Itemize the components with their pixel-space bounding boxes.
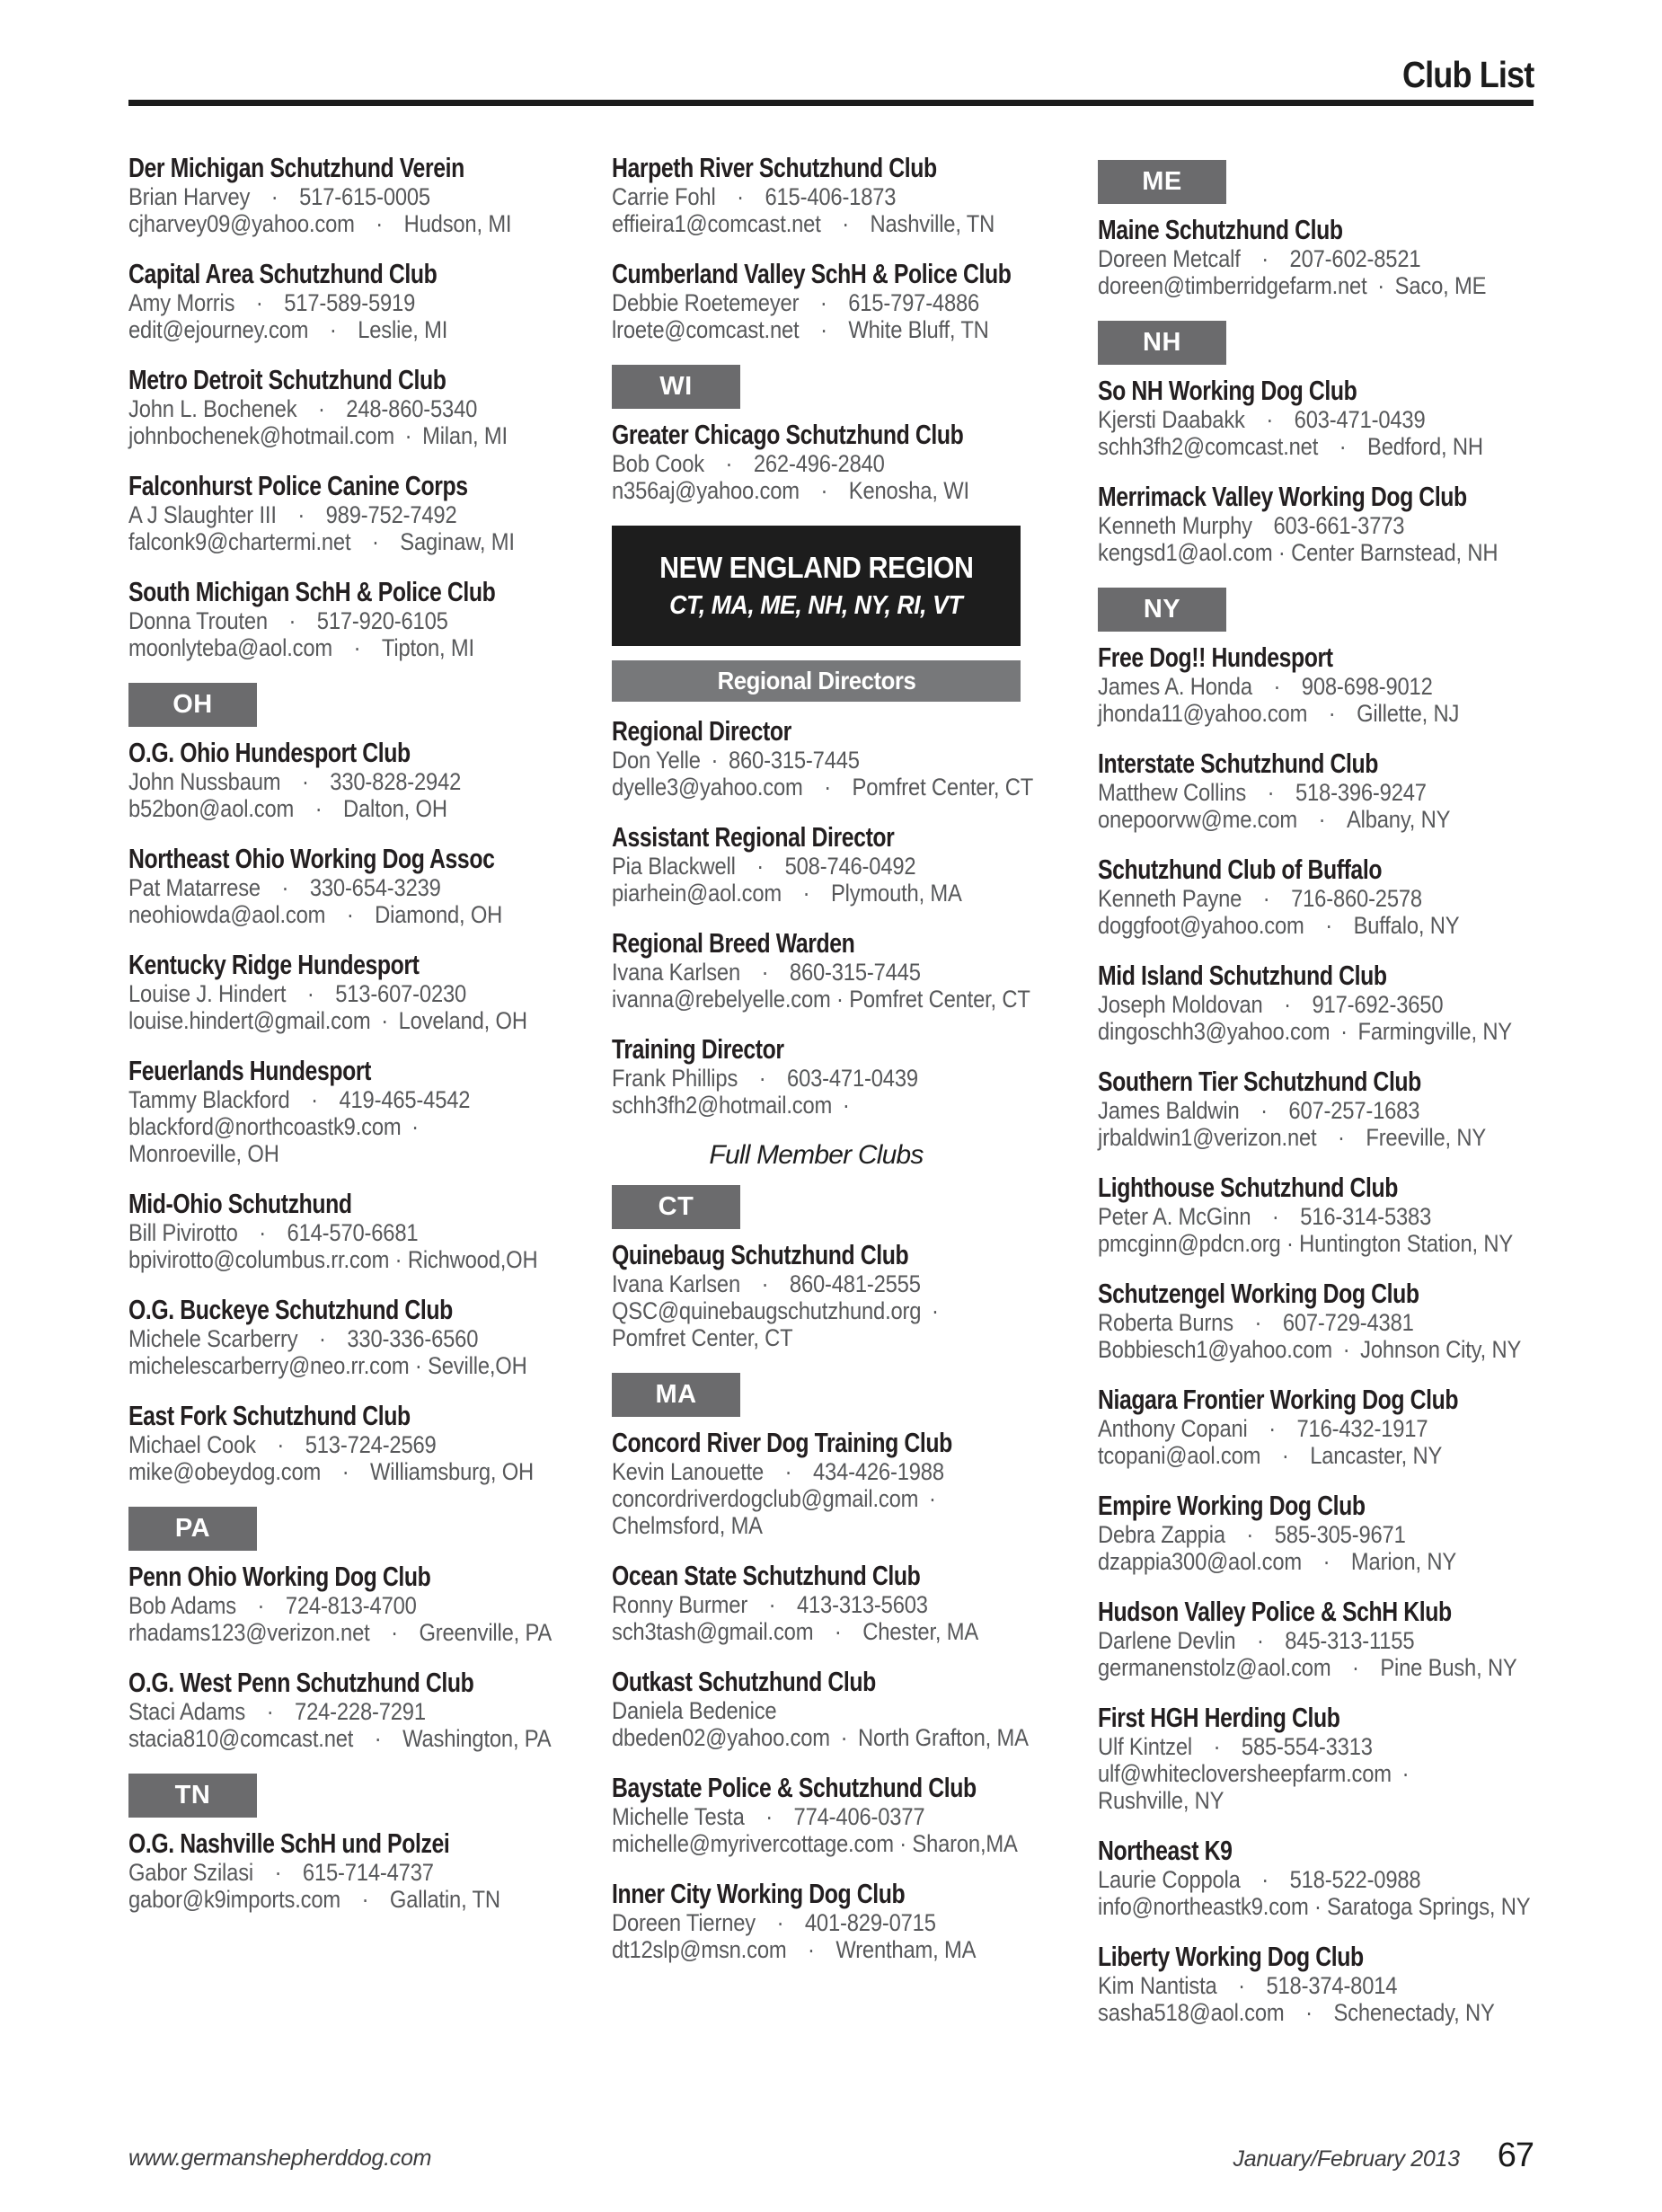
state-badge-label: OH [172, 690, 213, 719]
club-contact-line: Louise J. Hindert · 513-607-0230 [128, 980, 467, 1007]
state-badge [1098, 321, 1226, 365]
club-contact-line: Pia Blackwell · 508-746-0492 [612, 853, 916, 880]
club-entry [612, 259, 1092, 343]
club-entry [1098, 482, 1578, 566]
club-contact-line: jhonda11@yahoo.com · Gillette, NJ [1098, 700, 1460, 727]
state-badge-label: ME [1142, 167, 1182, 196]
club-entry [128, 577, 609, 661]
state-badge [612, 1373, 740, 1417]
club-entry [128, 1562, 609, 1646]
club-name: So NH Working Dog Club [1098, 375, 1357, 406]
club-entry [128, 1056, 609, 1167]
club-contact-line: mike@obeydog.com · Williamsburg, OH [128, 1458, 535, 1485]
club-name: Merrimack Valley Working Dog Club [1098, 481, 1467, 512]
club-entry [1098, 1279, 1578, 1363]
club-contact-line: Daniela Bedenice [612, 1697, 777, 1724]
club-entry [1098, 376, 1578, 460]
club-name: O.G. West Penn Schutzhund Club [128, 1667, 474, 1698]
club-contact-line: Debra Zappia · 585-305-9671 [1098, 1521, 1406, 1548]
club-contact-line: Ulf Kintzel · 585-554-3313 [1098, 1733, 1373, 1760]
club-contact-line: Kenneth Murphy 603-661-3773 [1098, 512, 1405, 539]
club-entry [1098, 1066, 1578, 1151]
club-name: Harpeth River Schutzhund Club [612, 152, 937, 183]
section-bar [612, 660, 1021, 702]
club-contact-line: Kim Nantista · 518-374-8014 [1098, 1972, 1398, 1999]
club-name: O.G. Buckeye Schutzhund Club [128, 1294, 453, 1325]
club-name: Niagara Frontier Working Dog Club [1098, 1384, 1459, 1415]
club-contact-line: doggfoot@yahoo.com · Buffalo, NY [1098, 912, 1460, 939]
header-rule [128, 100, 1534, 106]
club-name: Mid Island Schutzhund Club [1098, 960, 1387, 991]
club-entry [128, 153, 609, 237]
club-contact-line: Peter A. McGinn · 516-314-5383 [1098, 1203, 1432, 1230]
club-entry [128, 950, 609, 1034]
club-contact-line: concordriverdogclub@gmail.com · [612, 1485, 936, 1512]
club-entry [612, 1561, 1092, 1645]
club-contact-line: michelle@myrivercottage.com · Sharon,MA [612, 1830, 1018, 1857]
club-entry [128, 471, 609, 555]
club-contact-line: Laurie Coppola · 518-522-0988 [1098, 1866, 1421, 1893]
club-entry [1098, 854, 1578, 939]
club-contact-line: Michael Cook · 513-724-2569 [128, 1431, 437, 1458]
club-contact-line: Chelmsford, MA [612, 1512, 763, 1539]
club-contact-line: info@northeastk9.com · Saratoga Springs, NY [1098, 1893, 1531, 1920]
club-name: First HGH Herding Club [1098, 1702, 1340, 1733]
club-name: Greater Chicago Schutzhund Club [612, 419, 964, 450]
state-badge-label: WI [659, 372, 693, 401]
club-entry [128, 738, 609, 822]
club-entry [1098, 1172, 1578, 1257]
club-name: Falconhurst Police Canine Corps [128, 470, 468, 501]
club-name: Regional Director [612, 715, 791, 747]
column-1 [128, 153, 609, 1934]
club-contact-line: moonlyteba@aol.com · Tipton, MI [128, 634, 474, 661]
club-name: Baystate Police & Schutzhund Club [612, 1772, 977, 1803]
club-contact-line: onepoorvw@me.com · Albany, NY [1098, 806, 1451, 833]
club-contact-line: Rushville, NY [1098, 1787, 1224, 1814]
state-badge-label: NY [1143, 595, 1181, 624]
club-name: O.G. Nashville SchH und Polzei [128, 1827, 450, 1859]
club-entry [1098, 642, 1578, 727]
club-name: Inner City Working Dog Club [612, 1878, 906, 1909]
club-entry [612, 1428, 1092, 1539]
club-name: Regional Breed Warden [612, 927, 855, 959]
club-contact-line: John L. Bochenek · 248-860-5340 [128, 395, 478, 422]
club-entry [128, 1189, 609, 1273]
club-contact-line: jrbaldwin1@verizon.net · Freeville, NY [1098, 1124, 1487, 1151]
club-contact-line: b52bon@aol.com · Dalton, OH [128, 795, 447, 822]
club-entry [1098, 748, 1578, 833]
club-contact-line: Doreen Metcalf · 207-602-8521 [1098, 245, 1421, 272]
club-contact-line: louise.hindert@gmail.com · Loveland, OH [128, 1007, 527, 1034]
club-entry [612, 1034, 1092, 1119]
club-contact-line: Michelle Testa · 774-406-0377 [612, 1803, 925, 1830]
member-clubs-heading: Full Member Clubs [709, 1140, 924, 1170]
club-contact-line: Darlene Devlin · 845-313-1155 [1098, 1627, 1415, 1654]
club-name: Quinebaug Schutzhund Club [612, 1239, 909, 1270]
club-contact-line: Bill Pivirotto · 614-570-6681 [128, 1219, 419, 1246]
club-contact-line: Frank Phillips · 603-471-0439 [612, 1065, 918, 1092]
club-name: Liberty Working Dog Club [1098, 1941, 1364, 1972]
club-contact-line: Bob Cook · 262-496-2840 [612, 450, 885, 477]
club-contact-line: bpivirotto@columbus.rr.com · Richwood,OH [128, 1246, 538, 1273]
club-contact-line: stacia810@comcast.net · Washington, PA [128, 1725, 552, 1752]
region-states: CT, MA, ME, NH, NY, RI, VT [669, 591, 963, 620]
club-contact-line: Amy Morris · 517-589-5919 [128, 289, 416, 316]
club-contact-line: tcopani@aol.com · Lancaster, NY [1098, 1442, 1443, 1469]
club-name: Capital Area Schutzhund Club [128, 258, 438, 289]
club-contact-line: pmcginn@pdcn.org · Huntington Station, NY [1098, 1230, 1513, 1257]
club-entry [1098, 1942, 1578, 2026]
club-contact-line: Brian Harvey · 517-615-0005 [128, 183, 430, 210]
section-bar-label: Regional Directors [717, 667, 915, 695]
club-name: Interstate Schutzhund Club [1098, 748, 1378, 779]
club-contact-line: Bobbiesch1@yahoo.com · Johnson City, NY [1098, 1336, 1522, 1363]
club-entry [1098, 1597, 1578, 1681]
club-contact-line: johnbochenek@hotmail.com · Milan, MI [128, 422, 508, 449]
club-contact-line: Donna Trouten · 517-920-6105 [128, 607, 448, 634]
club-contact-line: Kjersti Daabakk · 603-471-0439 [1098, 406, 1426, 433]
club-name: Feuerlands Hundesport [128, 1055, 371, 1086]
club-name: Northeast K9 [1098, 1835, 1233, 1866]
club-contact-line: blackford@northcoastk9.com · [128, 1113, 419, 1140]
club-name: Schutzhund Club of Buffalo [1098, 854, 1383, 885]
club-contact-line: Kenneth Payne · 716-860-2578 [1098, 885, 1422, 912]
club-contact-line: Staci Adams · 724-228-7291 [128, 1698, 426, 1725]
club-name: Hudson Valley Police & SchH Klub [1098, 1596, 1452, 1627]
club-contact-line: Don Yelle · 860-315-7445 [612, 747, 860, 774]
club-contact-line: Pomfret Center, CT [612, 1324, 793, 1351]
club-name: Lighthouse Schutzhund Club [1098, 1172, 1398, 1203]
region-banner [612, 526, 1021, 646]
club-contact-line: Michele Scarberry · 330-336-6560 [128, 1325, 479, 1352]
footer-website: www.germanshepherddog.com [128, 2146, 432, 2171]
club-name: Metro Detroit Schutzhund Club [128, 364, 446, 395]
state-badge [128, 683, 257, 727]
club-contact-line: sasha518@aol.com · Schenectady, NY [1098, 1999, 1495, 2026]
footer-right [1233, 2137, 1534, 2175]
club-contact-line: piarhein@aol.com · Plymouth, MA [612, 880, 962, 907]
state-badge [1098, 588, 1226, 632]
column-3 [1098, 153, 1578, 2048]
club-entry [128, 365, 609, 449]
club-name: Assistant Regional Director [612, 821, 895, 853]
club-entry [612, 153, 1092, 237]
club-name: Der Michigan Schutzhund Verein [128, 152, 464, 183]
club-contact-line: James Baldwin · 607-257-1683 [1098, 1097, 1420, 1124]
club-contact-line: Kevin Lanouette · 434-426-1988 [612, 1458, 944, 1485]
club-entry [128, 1668, 609, 1752]
club-name: Empire Working Dog Club [1098, 1490, 1366, 1521]
club-entry [612, 420, 1092, 504]
club-contact-line: dt12slp@msn.com · Wrentham, MA [612, 1936, 977, 1963]
state-badge-label: PA [174, 1514, 211, 1543]
club-contact-line: sch3tash@gmail.com · Chester, MA [612, 1618, 979, 1645]
club-contact-line: dyelle3@yahoo.com · Pomfret Center, CT [612, 774, 1034, 801]
club-contact-line: Carrie Fohl · 615-406-1873 [612, 183, 897, 210]
club-contact-line: rhadams123@verizon.net · Greenville, PA [128, 1619, 553, 1646]
club-contact-line: Ronny Burmer · 413-313-5603 [612, 1591, 928, 1618]
club-contact-line: James A. Honda · 908-698-9012 [1098, 673, 1433, 700]
club-contact-line: Bob Adams · 724-813-4700 [128, 1592, 417, 1619]
club-entry [1098, 1385, 1578, 1469]
club-contact-line: neohiowda@aol.com · Diamond, OH [128, 901, 503, 928]
club-name: Maine Schutzhund Club [1098, 214, 1343, 245]
club-name: Penn Ohio Working Dog Club [128, 1561, 431, 1592]
club-contact-line: michelescarberry@neo.rr.com · Seville,OH [128, 1352, 527, 1379]
club-entry [128, 1295, 609, 1379]
region-title: NEW ENGLAND REGION [659, 551, 974, 584]
page-number: 67 [1497, 2137, 1534, 2174]
club-contact-line: dingoschh3@yahoo.com · Farmingville, NY [1098, 1018, 1512, 1045]
club-contact-line: Gabor Szilasi · 615-714-4737 [128, 1859, 434, 1886]
club-contact-line: QSC@quinebaugschutzhund.org · [612, 1297, 939, 1324]
club-contact-line: Monroeville, OH [128, 1140, 279, 1167]
state-badge-label: NH [1143, 328, 1181, 357]
club-contact-line: kengsd1@aol.com · Center Barnstead, NH [1098, 539, 1498, 566]
club-entry [1098, 960, 1578, 1045]
club-entry [612, 928, 1092, 1013]
club-contact-line: edit@ejourney.com · Leslie, MI [128, 316, 448, 343]
club-contact-line: ivanna@rebelyelle.com · Pomfret Center, CT [612, 986, 1030, 1013]
club-name: Kentucky Ridge Hundesport [128, 949, 420, 980]
state-badge [612, 365, 740, 409]
club-entry [612, 822, 1092, 907]
club-contact-line: Ivana Karlsen · 860-315-7445 [612, 959, 921, 986]
column-2 [612, 153, 1092, 1985]
club-entry [612, 716, 1092, 801]
club-name: Southern Tier Schutzhund Club [1098, 1066, 1421, 1097]
club-name: Cumberland Valley SchH & Police Club [612, 258, 1012, 289]
club-contact-line: cjharvey09@yahoo.com · Hudson, MI [128, 210, 512, 237]
club-contact-line: dbeden02@yahoo.com · North Grafton, MA [612, 1724, 1029, 1751]
club-name: Training Director [612, 1033, 784, 1065]
club-contact-line: dzappia300@aol.com · Marion, NY [1098, 1548, 1457, 1575]
state-badge-label: CT [658, 1192, 694, 1221]
club-name: South Michigan SchH & Police Club [128, 576, 496, 607]
club-entry [128, 1401, 609, 1485]
club-name: O.G. Ohio Hundesport Club [128, 737, 411, 768]
club-entry [1098, 1491, 1578, 1575]
club-contact-line: Matthew Collins · 518-396-9247 [1098, 779, 1427, 806]
club-name: Ocean State Schutzhund Club [612, 1560, 921, 1591]
club-contact-line: Roberta Burns · 607-729-4381 [1098, 1309, 1414, 1336]
club-name: Mid-Ohio Schutzhund [128, 1188, 352, 1219]
club-contact-line: falconk9@chartermi.net · Saginaw, MI [128, 528, 515, 555]
club-entry [612, 1879, 1092, 1963]
club-contact-line: Debbie Roetemeyer · 615-797-4886 [612, 289, 980, 316]
club-contact-line: gabor@k9imports.com · Gallatin, TN [128, 1886, 500, 1913]
club-contact-line: Ivana Karlsen · 860-481-2555 [612, 1270, 921, 1297]
club-entry [128, 844, 609, 928]
club-contact-line: germanenstolz@aol.com · Pine Bush, NY [1098, 1654, 1517, 1681]
club-contact-line: Anthony Copani · 716-432-1917 [1098, 1415, 1428, 1442]
state-badge [128, 1507, 257, 1551]
club-contact-line: schh3fh2@comcast.net · Bedford, NH [1098, 433, 1483, 460]
club-contact-line: lroete@comcast.net · White Bluff, TN [612, 316, 989, 343]
club-entry [612, 1667, 1092, 1751]
club-contact-line: Tammy Blackford · 419-465-4542 [128, 1086, 471, 1113]
club-contact-line: Joseph Moldovan · 917-692-3650 [1098, 991, 1444, 1018]
club-entry [1098, 1836, 1578, 1920]
state-badge [1098, 160, 1226, 204]
page-title: Club List [1401, 54, 1534, 95]
state-badge [128, 1774, 257, 1818]
club-contact-line: A J Slaughter III · 989-752-7492 [128, 501, 457, 528]
footer-issue: January/February 2013 [1233, 2146, 1460, 2172]
club-name: Northeast Ohio Working Dog Assoc [128, 843, 495, 874]
state-badge-label: TN [174, 1781, 211, 1809]
club-contact-line: doreen@timberridgefarm.net · Saco, ME [1098, 272, 1487, 299]
club-contact-line: effieira1@comcast.net · Nashville, TN [612, 210, 995, 237]
club-contact-line: Pat Matarrese · 330-654-3239 [128, 874, 441, 901]
state-badge [612, 1185, 740, 1229]
club-contact-line: ulf@whitecloversheepfarm.com · [1098, 1760, 1410, 1787]
club-contact-line: n356aj@yahoo.com · Kenosha, WI [612, 477, 969, 504]
club-name: Free Dog!! Hundesport [1098, 641, 1333, 673]
club-contact-line: schh3fh2@hotmail.com · [612, 1092, 850, 1119]
club-entry [1098, 1703, 1578, 1814]
club-entry [128, 1828, 609, 1913]
club-entry [1098, 215, 1578, 299]
club-contact-line: John Nussbaum · 330-828-2942 [128, 768, 462, 795]
club-contact-line: Doreen Tierney · 401-829-0715 [612, 1909, 936, 1936]
club-name: East Fork Schutzhund Club [128, 1400, 411, 1431]
club-entry [128, 259, 609, 343]
club-name: Concord River Dog Training Club [612, 1427, 952, 1458]
club-entry [612, 1773, 1092, 1857]
club-name: Schutzengel Working Dog Club [1098, 1278, 1419, 1309]
club-entry [612, 1240, 1092, 1351]
club-name: Outkast Schutzhund Club [612, 1666, 876, 1697]
state-badge-label: MA [655, 1380, 697, 1409]
